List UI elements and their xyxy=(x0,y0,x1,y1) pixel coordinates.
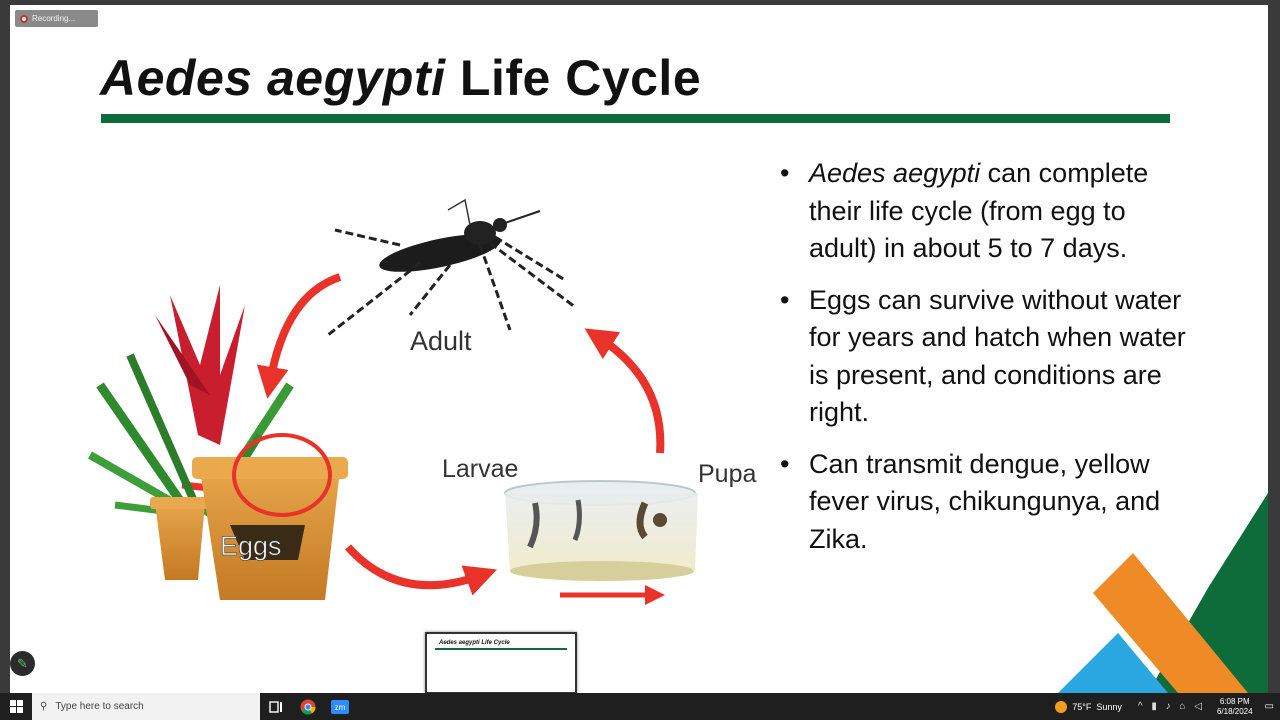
start-button[interactable] xyxy=(0,693,32,720)
title-rest: Life Cycle xyxy=(459,50,702,106)
recording-indicator[interactable] xyxy=(15,10,98,27)
sun-icon xyxy=(1055,701,1067,713)
title-species: Aedes aegypti xyxy=(100,50,446,106)
notification-bell-icon[interactable]: ♪ xyxy=(1165,701,1174,712)
task-view-icon xyxy=(269,701,283,713)
chrome-button[interactable] xyxy=(292,693,324,720)
label-larvae: Larvae xyxy=(442,455,519,483)
arrow-eggs-to-larvae xyxy=(348,547,482,585)
corner-decoration xyxy=(1038,493,1268,693)
windows-icon xyxy=(10,700,23,713)
thumbnail-title: Aedes aegypti Life Cycle xyxy=(439,640,510,646)
large-pot-icon xyxy=(192,435,348,600)
water-dish-icon xyxy=(505,481,698,581)
taskbar xyxy=(0,693,1280,720)
task-view-button[interactable] xyxy=(260,693,292,720)
thumbnail-rule xyxy=(435,648,567,650)
bullet-text: can complete their life cycle (from egg to adult) in about 5 to 7 days. xyxy=(809,158,1149,263)
action-center-icon[interactable]: ▭ xyxy=(1264,701,1274,712)
chrome-icon xyxy=(300,699,316,715)
recording-label: Recording... xyxy=(32,14,76,23)
pen-tool-button[interactable] xyxy=(10,651,35,676)
arrow-adult-to-eggs xyxy=(270,277,340,383)
zoom-icon xyxy=(331,700,349,714)
pencil-icon: ✎ xyxy=(17,655,28,671)
bullet-text: Can transmit dengue, yellow fever virus, chikungunya, and Zika. xyxy=(809,448,1161,554)
clock[interactable] xyxy=(1217,697,1253,717)
weather-temp: 75°F xyxy=(1072,701,1092,712)
slide-title xyxy=(100,49,701,107)
bullet-lead: Aedes aegypti xyxy=(809,158,981,188)
label-eggs: Eggs xyxy=(220,531,282,561)
search-icon: ⚲ xyxy=(40,701,48,712)
small-pot-icon xyxy=(150,497,210,580)
slide-thumbnail[interactable] xyxy=(425,632,577,693)
clock-date: 6/18/2024 xyxy=(1216,706,1253,716)
label-adult: Adult xyxy=(410,326,472,356)
title-rule xyxy=(101,114,1170,123)
battery-icon[interactable]: ▮ xyxy=(1151,701,1160,712)
weather-condition: Sunny xyxy=(1096,701,1122,712)
weather-widget[interactable] xyxy=(1055,701,1122,713)
bullet-item xyxy=(780,155,1200,268)
bullet-item xyxy=(780,282,1200,432)
life-cycle-diagram xyxy=(70,185,770,625)
volume-icon[interactable]: ◁ xyxy=(1194,701,1205,712)
chevron-up-icon[interactable]: ^ xyxy=(1137,701,1146,712)
network-icon[interactable]: ⌂ xyxy=(1179,701,1189,712)
svg-text:zm: zm xyxy=(334,702,346,712)
tray-icons[interactable] xyxy=(1138,701,1205,712)
search-placeholder: Type here to search xyxy=(55,701,144,712)
bullet-text: Eggs can survive without water for years and hatch when water is present, and conditions are right. xyxy=(809,284,1186,427)
adult-mosquito-icon xyxy=(328,200,575,335)
label-pupa: Pupa xyxy=(698,460,757,488)
system-tray xyxy=(1055,693,1280,720)
presentation-slide xyxy=(10,5,1268,693)
arrow-pupa-to-adult xyxy=(598,337,660,453)
record-icon xyxy=(20,15,28,23)
zoom-button[interactable] xyxy=(324,693,356,720)
taskbar-search[interactable] xyxy=(32,693,260,720)
clock-time: 6:08 PM xyxy=(1219,696,1250,706)
